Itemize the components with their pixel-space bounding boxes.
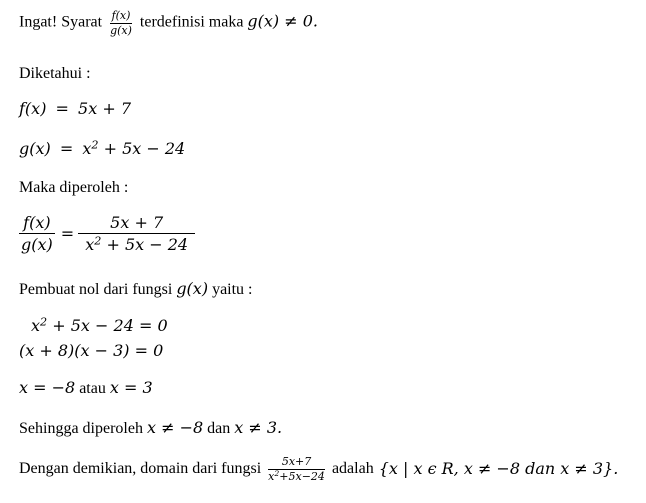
ratio-rhs-den-a: x bbox=[85, 235, 95, 255]
g-definition: $g(x) = x^2 + 5x - 24$ bbox=[19, 138, 186, 158]
ratio-equation: $\frac{f(x)}{g(x)}$ = $\frac{5x + 7}{x^2 + 5x - 24}$ bbox=[19, 213, 197, 254]
hence-prefix: Sehingga diperoleh bbox=[19, 420, 143, 437]
g-lhs: g(x) bbox=[19, 139, 51, 158]
ratio-rhs-den-exp: 2 bbox=[94, 234, 102, 248]
intro-line bbox=[19, 10, 318, 36]
conclusion-middle: adalah bbox=[331, 460, 374, 478]
ratio-rhs-den bbox=[81, 234, 192, 254]
g-rhs-b: + 5x − 24 bbox=[98, 139, 186, 158]
conclusion-frac-den-a: x bbox=[268, 469, 275, 483]
ratio-lhs-num: f(x) bbox=[19, 213, 54, 234]
eq1-exp: 2 bbox=[40, 315, 48, 329]
hence-word: dan bbox=[207, 420, 231, 437]
eq1-b: + 5x − 24 = 0 bbox=[47, 316, 168, 335]
g-rhs-exp: 2 bbox=[91, 138, 99, 152]
eq1-a: x bbox=[31, 316, 41, 335]
intro-prefix: Ingat! Syarat bbox=[19, 13, 103, 31]
f-definition: f(x) = 5x + 7 bbox=[19, 99, 131, 118]
f-lhs: f(x) bbox=[19, 99, 47, 118]
obtained-label: Maka diperoleh : bbox=[19, 179, 129, 196]
zero-suffix: yaitu : bbox=[212, 281, 253, 298]
intro-condition: g(x) ≠ 0. bbox=[247, 11, 319, 31]
ratio-rhs-fraction bbox=[78, 213, 195, 254]
intro-suffix: terdefinisi maka bbox=[139, 13, 244, 31]
ratio-lhs-den: g(x) bbox=[21, 235, 53, 255]
root-2: x = 3 bbox=[109, 378, 153, 397]
roots-word: atau bbox=[79, 380, 106, 397]
domain-set: {x | x ϵ R, x ≠ −8 dan x ≠ 3}. bbox=[378, 459, 619, 479]
hence-c1: x ≠ −8 bbox=[146, 418, 204, 437]
root-1: x = −8 bbox=[19, 378, 76, 397]
zero-label bbox=[19, 281, 253, 298]
conclusion-line bbox=[19, 456, 618, 482]
zero-func: g(x) bbox=[176, 279, 209, 298]
factor-equation-1 bbox=[31, 315, 168, 335]
intro-frac-den: g(x) bbox=[110, 23, 132, 37]
f-rhs: 5x + 7 bbox=[78, 99, 131, 118]
hence-line bbox=[19, 420, 282, 437]
conclusion-prefix: Dengan demikian, domain dari fungsi bbox=[19, 460, 262, 478]
factor-equation-2: (x + 8)(x − 3) = 0 bbox=[19, 341, 164, 360]
roots-line bbox=[19, 380, 153, 397]
ratio-rhs-num: 5x + 7 bbox=[78, 213, 195, 234]
ratio-rhs-den-b: + 5x − 24 bbox=[101, 235, 189, 255]
conclusion-frac-den-exp: 2 bbox=[274, 468, 280, 478]
conclusion-fraction bbox=[266, 456, 327, 482]
intro-frac-num: f(x) bbox=[111, 9, 131, 22]
hence-c2: x ≠ 3. bbox=[234, 418, 283, 437]
conclusion-frac-num: 5x+7 bbox=[268, 456, 325, 470]
known-label: Diketahui : bbox=[19, 65, 91, 82]
intro-fraction bbox=[108, 10, 134, 36]
conclusion-frac-den bbox=[266, 470, 327, 483]
ratio-lhs-fraction bbox=[17, 213, 57, 254]
g-rhs-a: x bbox=[82, 139, 92, 158]
conclusion-frac-den-b: +5x−24 bbox=[279, 469, 325, 483]
zero-prefix: Pembuat nol dari fungsi bbox=[19, 281, 173, 298]
